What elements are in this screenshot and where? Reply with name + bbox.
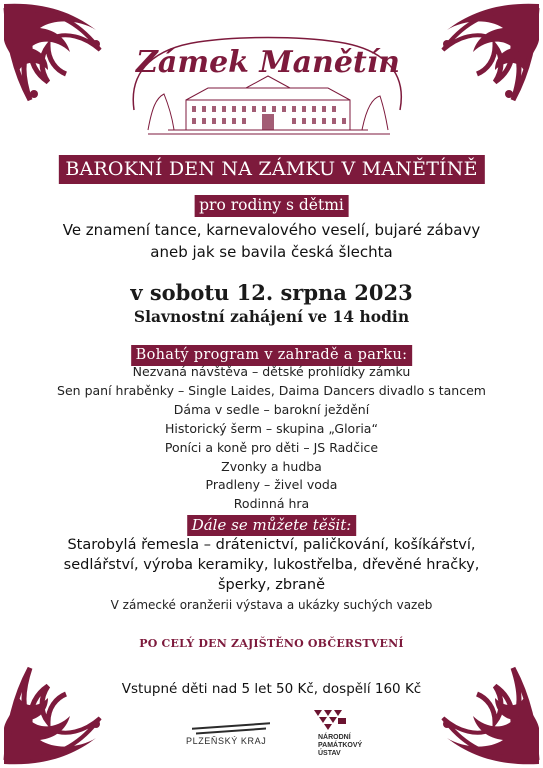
npu-text-line: ÚSTAV	[318, 750, 341, 757]
intro-line-1: Ve znamení tance, karnevalového veselí, bujaré zábavy	[62, 221, 481, 239]
refreshments-note: PO CELÝ DEN ZAJIŠTĚNO OBČERSTVENÍ	[139, 637, 404, 650]
more-heading: Dále se můžete těšit:	[187, 515, 357, 536]
program-item: Poníci a koně pro děti – JS Radčice	[164, 440, 379, 455]
program-item: Dáma v sedle – barokní ježdění	[173, 402, 370, 417]
event-title: BAROKNÍ DEN NA ZÁMKU V MANĚTÍNĚ	[58, 155, 484, 184]
admission-price: Vstupné děti nad 5 let 50 Kč, dospělí 160 Kč	[121, 681, 422, 697]
intro-line-2: aneb jak se bavila česká šlechta	[150, 243, 393, 261]
npu-text-line: PAMÁTKOVÝ	[318, 742, 363, 749]
event-date: v sobotu 12. srpna 2023	[130, 280, 413, 305]
program-item: Pradleny – živel voda	[205, 477, 338, 492]
npu-logo	[306, 708, 363, 768]
program-item: Nezvaná návštěva – dětské prohlídky zámku	[132, 364, 411, 379]
ornament-icon	[423, 0, 543, 110]
ornament-icon	[0, 0, 120, 110]
npu-text	[318, 734, 362, 758]
exhibition-note: V zámecké oranžerii výstava a ukázky suchých vazeb	[110, 598, 433, 612]
logo-text: Zámek Manětín	[135, 45, 401, 80]
program-heading: Bohatý program v zahradě a parku:	[131, 345, 413, 366]
ornament-icon	[0, 658, 120, 768]
ornament-corner-top-right	[423, 0, 543, 110]
more-line: sedlářství, výroba keramiky, lukostřelba, dřevěné hračky,	[63, 557, 480, 573]
npu-text-line: NÁRODNÍ	[318, 734, 351, 741]
castle-logo	[128, 18, 408, 140]
program-item: Rodinná hra	[233, 496, 310, 511]
npu-mark-icon	[310, 708, 350, 734]
plzen-region-text: PLZEŇSKÝ KRAJ	[186, 736, 267, 746]
plzen-region-logo	[186, 722, 274, 748]
more-line: šperky, zbraně	[217, 577, 326, 593]
ornament-icon	[423, 658, 543, 768]
ornament-corner-bottom-right	[423, 658, 543, 768]
event-subtitle: pro rodiny s dětmi	[194, 195, 349, 217]
ornament-corner-top-left	[0, 0, 120, 110]
event-opening-time: Slavnostní zahájení ve 14 hodin	[133, 307, 410, 326]
program-item: Sen paní hraběnky – Single Laides, Daima Dancers divadlo s tancem	[57, 383, 486, 398]
castle-icon	[128, 18, 408, 140]
program-item: Zvonky a hudba	[221, 459, 322, 474]
program-item: Historický šerm – skupina „Gloria“	[165, 421, 378, 436]
ornament-corner-bottom-left	[0, 658, 120, 768]
more-line: Starobylá řemesla – drátenictví, paličkování, košíkářství,	[67, 537, 476, 553]
